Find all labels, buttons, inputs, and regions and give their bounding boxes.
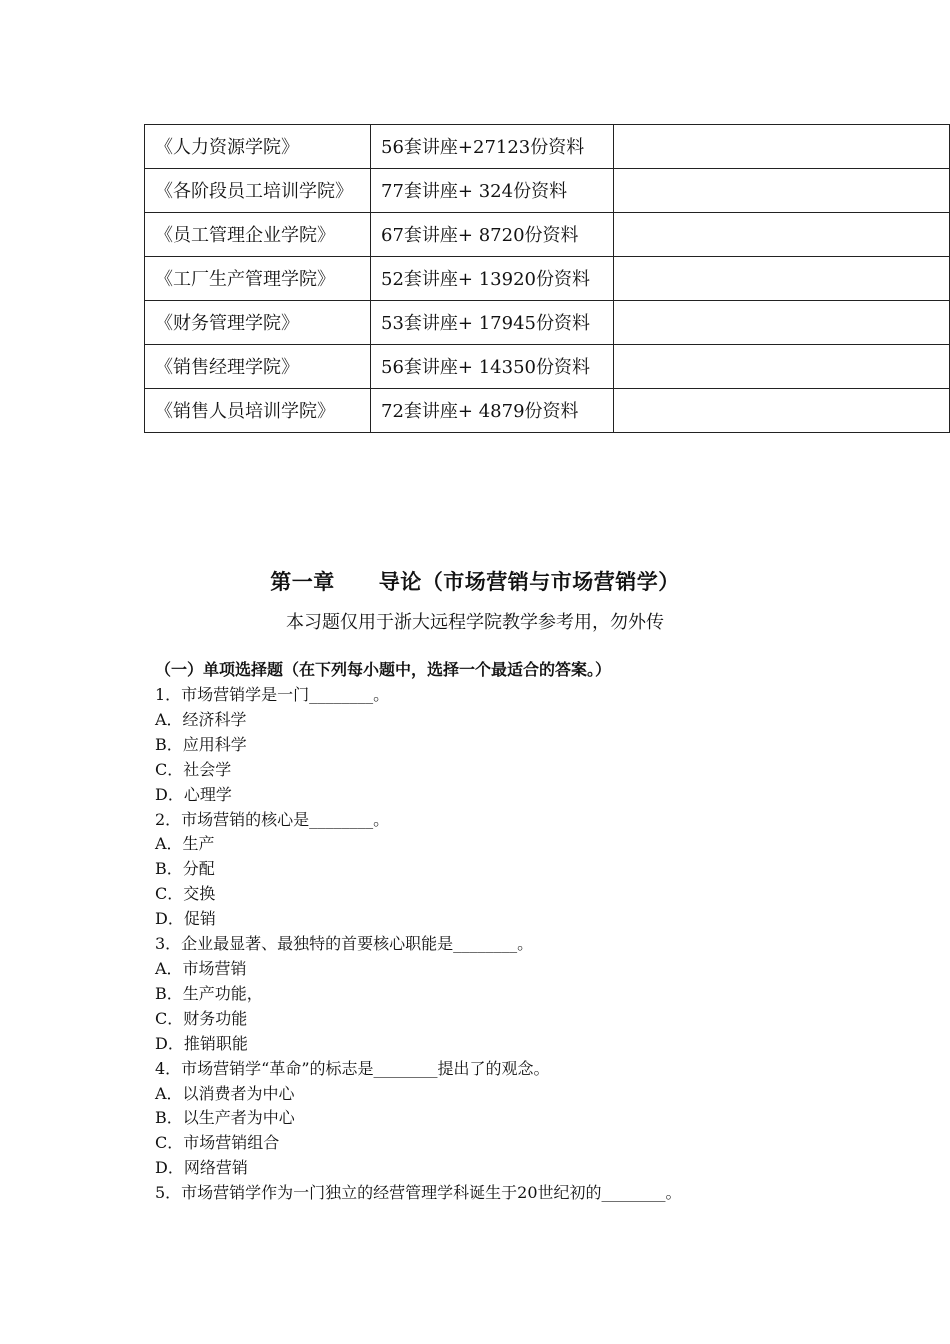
college-note — [614, 389, 950, 433]
table-row — [145, 213, 950, 257]
option-line: C．交换 — [155, 884, 216, 904]
table-row — [145, 345, 950, 389]
table-row — [145, 389, 950, 433]
question-line: 4．市场营销学“革命”的标志是________提出了的观念。 — [155, 1058, 550, 1078]
option-line: C．社会学 — [155, 759, 232, 779]
college-name: 《销售经理学院》 — [145, 345, 371, 389]
option-line: B．以生产者为中心 — [155, 1108, 295, 1128]
college-detail: 67套讲座+ 8720份资料 — [371, 213, 614, 257]
college-note — [614, 213, 950, 257]
college-detail: 56套讲座+27123份资料 — [371, 125, 614, 169]
option-line: A．以消费者为中心 — [155, 1083, 295, 1103]
option-line: D．促销 — [155, 909, 216, 929]
table-row — [145, 125, 950, 169]
question-line: 3．企业最显著、最独特的首要核心职能是________。 — [155, 934, 534, 954]
college-detail: 52套讲座+ 13920份资料 — [371, 257, 614, 301]
option-line: A．经济科学 — [155, 709, 247, 729]
option-line: D．心理学 — [155, 784, 232, 804]
question-line: 1．市场营销学是一门________。 — [155, 685, 390, 704]
college-detail: 56套讲座+ 14350份资料 — [371, 345, 614, 389]
question-section — [155, 657, 935, 1206]
college-name: 《人力资源学院》 — [145, 125, 371, 169]
option-line: A．生产 — [155, 834, 215, 854]
option-line: C．财务功能 — [155, 1008, 248, 1028]
option-line: D．网络营销 — [155, 1158, 248, 1178]
option-line: A．市场营销 — [155, 958, 247, 978]
table-row — [145, 301, 950, 345]
option-line: C．市场营销组合 — [155, 1133, 280, 1153]
college-name: 《员工管理企业学院》 — [145, 213, 371, 257]
college-note — [614, 345, 950, 389]
college-name: 《工厂生产管理学院》 — [145, 257, 371, 301]
college-note — [614, 125, 950, 169]
college-detail: 72套讲座+ 4879份资料 — [371, 389, 614, 433]
college-detail: 53套讲座+ 17945份资料 — [371, 301, 614, 345]
college-note — [614, 301, 950, 345]
chapter-title — [0, 566, 950, 596]
college-detail: 77套讲座+ 324份资料 — [371, 169, 614, 213]
option-line: D．推销职能 — [155, 1033, 248, 1053]
option-line: B．应用科学 — [155, 734, 247, 754]
catalog-table — [144, 124, 950, 433]
chapter-name: 导论（市场营销与市场营销学） — [378, 569, 680, 594]
college-name: 《财务管理学院》 — [145, 301, 371, 345]
chapter-number: 第一章 — [270, 569, 335, 594]
college-note — [614, 257, 950, 301]
table-row — [145, 169, 950, 213]
college-name: 《销售人员培训学院》 — [145, 389, 371, 433]
option-line: B．分配 — [155, 859, 215, 879]
college-name: 《各阶段员工培训学院》 — [145, 169, 371, 213]
chapter-subtitle: 本习题仅用于浙大远程学院教学参考用，勿外传 — [286, 612, 664, 633]
college-note — [614, 169, 950, 213]
option-line: B．生产功能， — [155, 983, 263, 1003]
question-line: 5．市场营销学作为一门独立的经营管理学科诞生于20世纪初的________。 — [155, 1183, 682, 1203]
question-line: 2．市场营销的核心是________。 — [155, 809, 390, 829]
table-row — [145, 257, 950, 301]
section-heading: （一）单项选择题（在下列每小题中，选择一个最适合的答案。） — [155, 660, 612, 679]
